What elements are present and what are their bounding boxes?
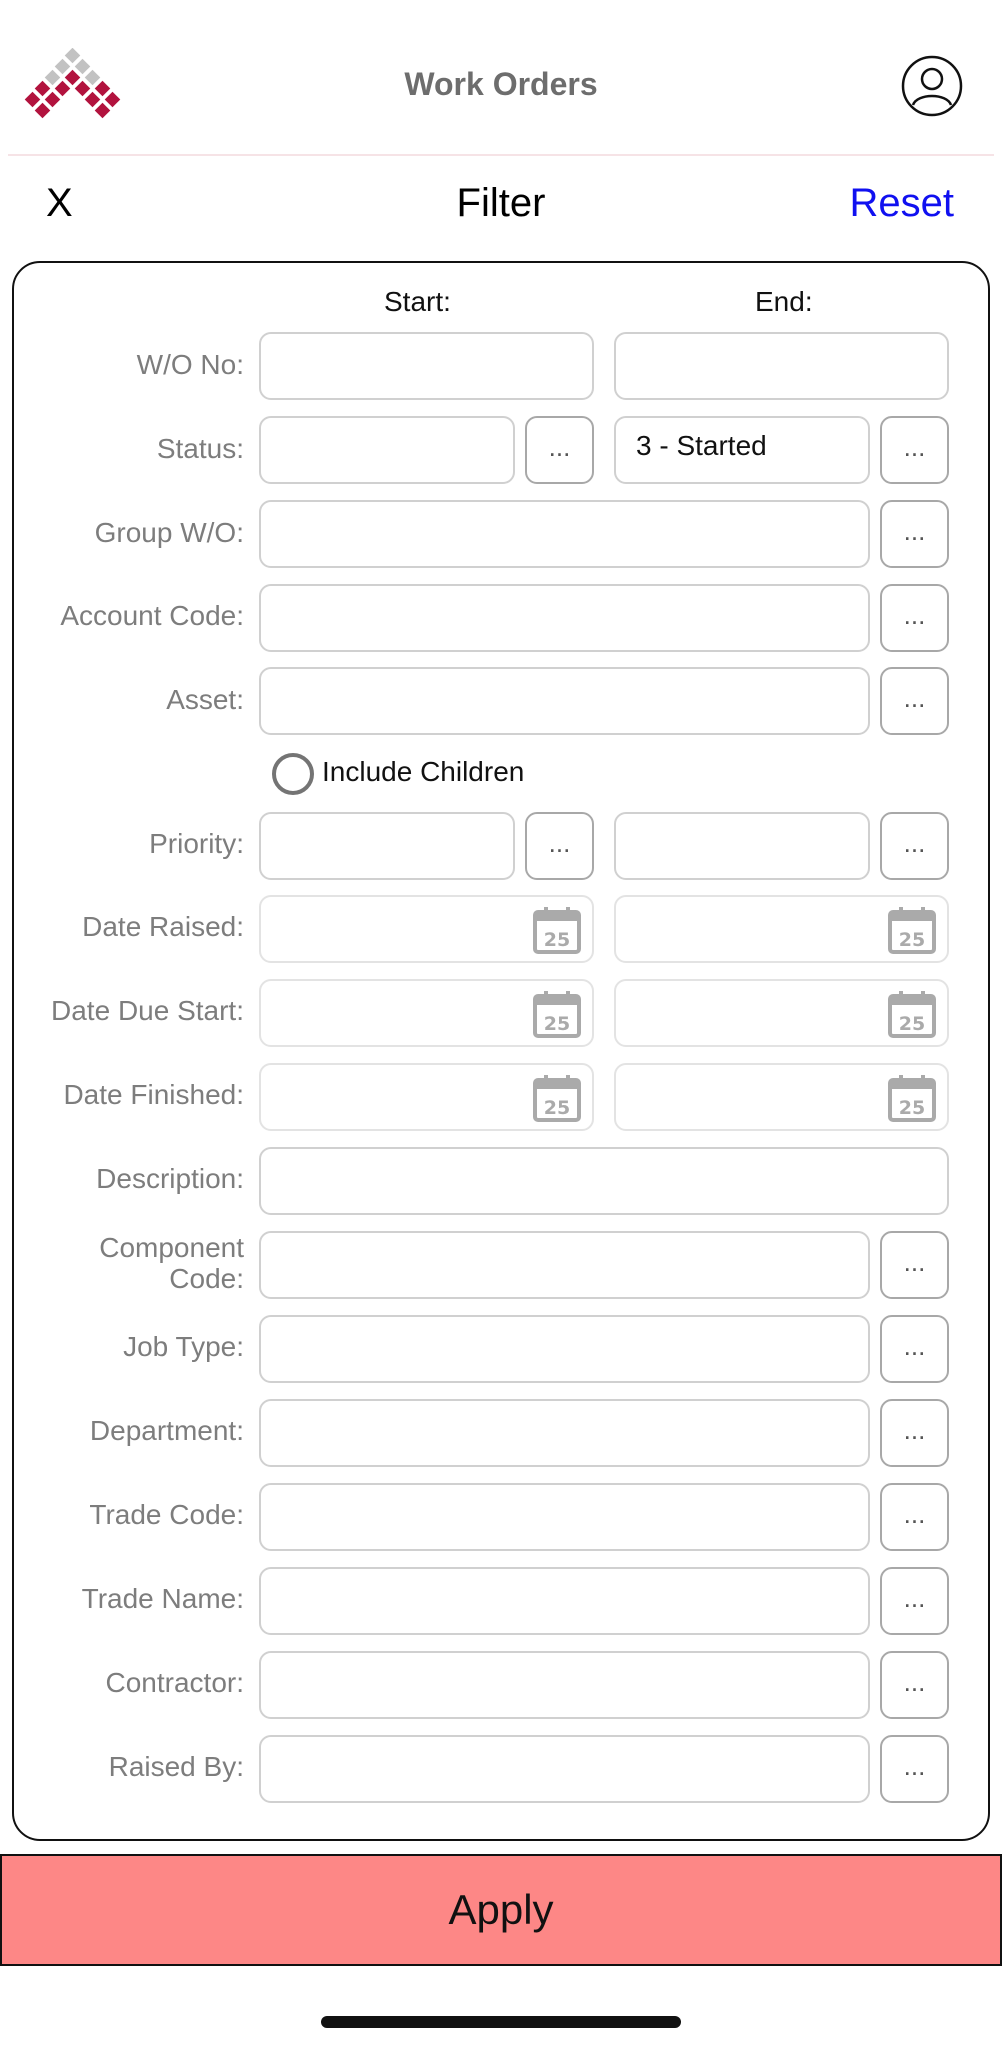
status-label: Status:: [156, 433, 244, 464]
group-wo-label: Group W/O:: [94, 517, 244, 548]
calendar-icon[interactable]: [532, 905, 582, 955]
priority-end-input[interactable]: [614, 812, 870, 880]
trade-name-lookup-button[interactable]: ...: [880, 1567, 949, 1635]
filter-header: [0, 165, 1002, 245]
filter-title: Filter: [456, 181, 546, 225]
contractor-input[interactable]: [259, 1651, 870, 1719]
asset-input[interactable]: [259, 667, 870, 735]
date-due-start-label: Date Due Start:: [51, 995, 244, 1026]
end-column-header: End:: [755, 286, 813, 317]
date-finished-end-input[interactable]: [614, 1063, 949, 1131]
trade-code-lookup-button[interactable]: ...: [880, 1483, 949, 1551]
raised-by-input[interactable]: [259, 1735, 870, 1803]
home-indicator[interactable]: [321, 2016, 681, 2028]
svg-text:25: 25: [898, 1097, 926, 1119]
contractor-lookup-button[interactable]: ...: [880, 1651, 949, 1719]
job-type-input[interactable]: [259, 1315, 870, 1383]
component-code-input[interactable]: [259, 1231, 870, 1299]
description-label: Description:: [96, 1163, 244, 1194]
date-finished-start-input[interactable]: [259, 1063, 594, 1131]
trade-name-input[interactable]: [259, 1567, 870, 1635]
status-end-lookup-button[interactable]: ...: [880, 416, 949, 484]
trade-code-input[interactable]: [259, 1483, 870, 1551]
priority-start-input[interactable]: [259, 812, 515, 880]
date-due-start-end-input[interactable]: [614, 979, 949, 1047]
reset-button[interactable]: Reset: [849, 181, 954, 225]
wo-no-label: W/O No:: [136, 349, 244, 380]
group-wo-input[interactable]: [259, 500, 870, 568]
priority-start-lookup-button[interactable]: ...: [525, 812, 594, 880]
status-start-input[interactable]: [259, 416, 515, 484]
include-children-radio-icon[interactable]: [272, 753, 314, 795]
svg-text:25: 25: [543, 1013, 571, 1035]
account-code-input[interactable]: [259, 584, 870, 652]
account-code-lookup-button[interactable]: ...: [880, 584, 949, 652]
account-code-label: Account Code:: [60, 600, 244, 631]
calendar-icon[interactable]: [887, 905, 937, 955]
status-end-input[interactable]: 3 - Started: [614, 416, 870, 484]
trade-code-label: Trade Code:: [89, 1499, 244, 1530]
apply-button[interactable]: Apply: [0, 1854, 1002, 1966]
group-wo-lookup-button[interactable]: ...: [880, 500, 949, 568]
component-code-lookup-button[interactable]: ...: [880, 1231, 949, 1299]
department-lookup-button[interactable]: ...: [880, 1399, 949, 1467]
app-title: Work Orders: [404, 66, 598, 102]
calendar-icon[interactable]: [532, 1073, 582, 1123]
svg-text:25: 25: [543, 929, 571, 951]
trade-name-label: Trade Name:: [81, 1583, 244, 1614]
component-code-label-line2: Code:: [169, 1263, 244, 1294]
raised-by-lookup-button[interactable]: ...: [880, 1735, 949, 1803]
top-app-bar: [0, 0, 1002, 155]
profile-icon[interactable]: [901, 55, 963, 117]
close-button[interactable]: X: [46, 181, 73, 225]
department-input[interactable]: [259, 1399, 870, 1467]
date-raised-end-input[interactable]: [614, 895, 949, 963]
asset-label: Asset:: [166, 684, 244, 715]
status-start-lookup-button[interactable]: ...: [525, 416, 594, 484]
wo-no-start-input[interactable]: [259, 332, 594, 400]
job-type-lookup-button[interactable]: ...: [880, 1315, 949, 1383]
asset-lookup-button[interactable]: ...: [880, 667, 949, 735]
date-finished-label: Date Finished:: [63, 1079, 244, 1110]
calendar-icon[interactable]: [887, 1073, 937, 1123]
header-divider: [8, 154, 994, 156]
priority-label: Priority:: [149, 828, 244, 859]
include-children-label[interactable]: Include Children: [322, 756, 525, 787]
date-raised-label: Date Raised:: [82, 911, 244, 942]
svg-text:25: 25: [543, 1097, 571, 1119]
component-code-label-line1: Component: [99, 1232, 244, 1263]
calendar-icon[interactable]: [887, 989, 937, 1039]
start-column-header: Start:: [384, 286, 451, 317]
wo-no-end-input[interactable]: [614, 332, 949, 400]
raised-by-label: Raised By:: [108, 1751, 244, 1782]
department-label: Department:: [89, 1415, 244, 1446]
svg-text:25: 25: [898, 929, 926, 951]
date-raised-start-input[interactable]: [259, 895, 594, 963]
component-code-label: [99, 1232, 244, 1294]
date-due-start-start-input[interactable]: [259, 979, 594, 1047]
contractor-label: Contractor:: [105, 1667, 244, 1698]
description-input[interactable]: [259, 1147, 949, 1215]
svg-text:25: 25: [898, 1013, 926, 1035]
job-type-label: Job Type:: [123, 1331, 244, 1362]
calendar-icon[interactable]: [532, 989, 582, 1039]
priority-end-lookup-button[interactable]: ...: [880, 812, 949, 880]
